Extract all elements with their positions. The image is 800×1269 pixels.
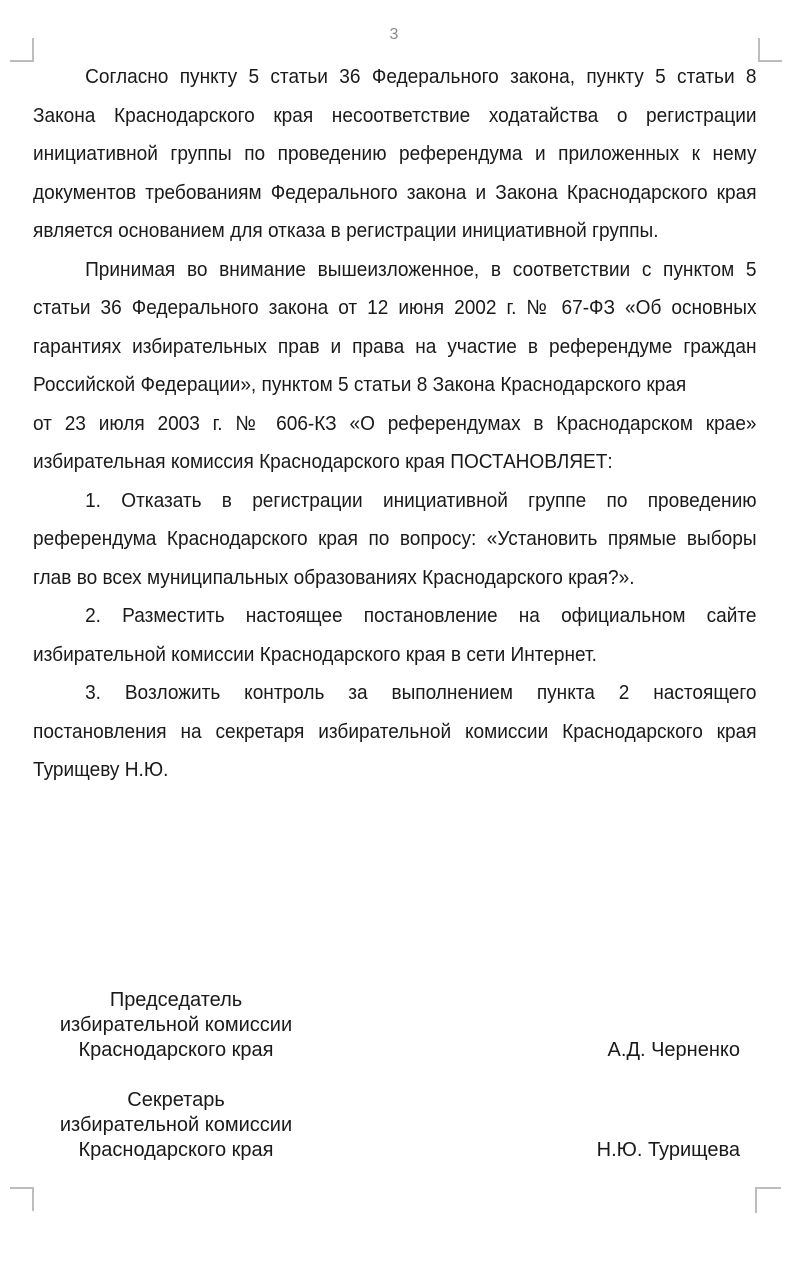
- document-body: [33, 58, 757, 790]
- page-number: 3: [389, 26, 399, 43]
- paragraph-resolves: от 23 июля 2003 г. № 606-КЗ «О референдумах в Краснодарском крае» избирательная комиссия Краснодарского края ПОСТАНОВЛЯЕТ:: [33, 411, 757, 473]
- signature-name: Н.Ю. Турищева: [596, 1139, 740, 1161]
- signature-title-line: избирательной комиссии: [59, 1114, 293, 1136]
- resolution-item-3: 3. Возложить контроль за выполнением пункта 2 настоящего постановления на секретаря избирательной комиссии Краснодарского края Турищеву Н.Ю.: [33, 681, 757, 781]
- signature-title-line: Краснодарского края: [78, 1139, 274, 1161]
- signature-title-line: Секретарь: [127, 1089, 225, 1111]
- signature-title: [30, 988, 322, 1063]
- signature-title-line: избирательной комиссии: [59, 1014, 293, 1036]
- corner-mark-top-right: [758, 38, 782, 62]
- signature-title-line: Краснодарского края: [78, 1039, 274, 1061]
- signature-title-line: Председатель: [109, 989, 243, 1011]
- corner-mark-bottom-left: [10, 1187, 34, 1211]
- resolution-item-2: 2. Разместить настоящее постановление на официальном сайте избирательной комиссии Краснодарского края в сети Интернет.: [33, 604, 757, 666]
- signature-name: А.Д. Черненко: [607, 1039, 740, 1061]
- corner-mark-top-left: [10, 38, 34, 62]
- signature-title: [30, 1088, 322, 1163]
- paragraph-considering: Принимая во внимание вышеизложенное, в соответствии с пунктом 5 статьи 36 Федерального закона от 12 июня 2002 г. № 67-ФЗ «Об основных гарантиях избирательных прав и права на участие в референдуме граждан Российской Федерации», пунктом 5 статьи 8 Закона Краснодарского края: [33, 257, 757, 396]
- corner-mark-bottom-right: [755, 1187, 781, 1213]
- paragraph-grounds: Согласно пункту 5 статьи 36 Федерального закона, пункту 5 статьи 8 Закона Краснодарского края несоответствие ходатайства о регистрации инициативной группы по проведению референдума и приложенных к нему документов требованиям Федерального закона и Закона Краснодарского края является основанием для отказа в регистрации инициативной группы.: [33, 65, 757, 242]
- resolution-item-1: 1. Отказать в регистрации инициативной группе по проведению референдума Краснодарского края по вопросу: «Установить прямые выборы глав во всех муниципальных образованиях Краснодарского края?».: [33, 488, 757, 589]
